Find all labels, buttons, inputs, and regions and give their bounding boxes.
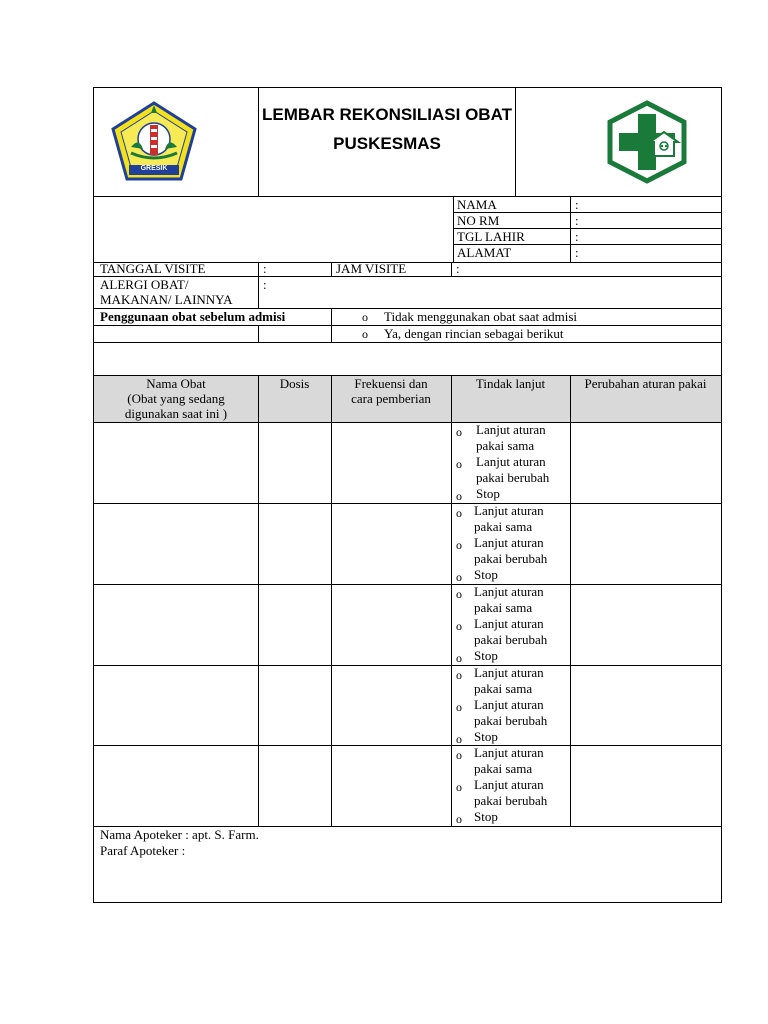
- followup-option-changed: Lanjut aturan pakai berubah: [474, 697, 548, 728]
- allergy-value: :: [263, 277, 267, 292]
- divider: [570, 375, 571, 826]
- col-header-dosage: Dosis: [279, 376, 310, 391]
- patient-dob-label: TGL LAHIR: [457, 229, 525, 244]
- patient-rm-value: :: [575, 213, 579, 228]
- form-title-line1: LEMBAR REKONSILIASI OBAT: [262, 105, 512, 124]
- followup-option-same: Lanjut aturan pakai sama: [474, 665, 544, 696]
- divider: [258, 262, 259, 276]
- divider: [94, 503, 721, 504]
- followup-option-same: Lanjut aturan pakai sama: [474, 503, 544, 534]
- divider: [515, 88, 516, 196]
- usage-option-no: Tidak menggunakan obat saat admisi: [384, 309, 578, 324]
- col-header-name-line1: Nama Obat: [146, 376, 206, 391]
- option-bullet: o: [362, 310, 368, 324]
- followup-option-changed: Lanjut aturan pakai berubah: [474, 777, 548, 808]
- emblem-label: GRESIK: [140, 165, 168, 172]
- patient-name-label: NAMA: [457, 197, 497, 212]
- divider: [258, 325, 259, 342]
- option-bullet: o: [456, 425, 462, 439]
- col-header-followup: Tindak lanjut: [475, 376, 546, 391]
- option-bullet: o: [456, 587, 462, 601]
- pharmacist-name: Nama Apoteker : apt. S. Farm.: [100, 827, 259, 842]
- followup-option-same: Lanjut aturan pakai sama: [474, 745, 544, 776]
- option-bullet: o: [456, 700, 462, 714]
- option-bullet: o: [456, 619, 462, 633]
- followup-option-changed: Lanjut aturan pakai berubah: [476, 454, 550, 485]
- divider: [451, 262, 452, 276]
- visit-date-label: TANGGAL VISITE: [100, 261, 206, 276]
- followup-option-stop: Stop: [474, 729, 498, 744]
- divider: [94, 422, 721, 423]
- divider: [453, 196, 454, 262]
- option-bullet: o: [456, 780, 462, 794]
- puskesmas-logo: [604, 100, 690, 184]
- allergy-label-line2: MAKANAN/ LAINNYA: [100, 292, 233, 307]
- allergy-label-line1: ALERGI OBAT/: [100, 277, 189, 292]
- col-header-name-line2: (Obat yang sedang: [127, 391, 225, 406]
- divider: [258, 375, 259, 826]
- followup-option-stop: Stop: [474, 567, 498, 582]
- divider: [94, 745, 721, 746]
- visit-time-label: JAM VISITE: [336, 261, 407, 276]
- divider: [94, 196, 721, 197]
- usage-label: Penggunaan obat sebelum admisi: [100, 309, 286, 324]
- option-bullet: o: [456, 457, 462, 471]
- option-bullet: o: [456, 732, 462, 746]
- option-bullet: o: [456, 538, 462, 552]
- col-header-rule-change: Perubahan aturan pakai: [584, 376, 707, 391]
- patient-address-label: ALAMAT: [457, 245, 512, 260]
- patient-name-value: :: [575, 197, 579, 212]
- option-bullet: o: [456, 489, 462, 503]
- form-title-line2: PUSKESMAS: [333, 134, 441, 153]
- followup-option-stop: Stop: [474, 809, 498, 824]
- divider: [331, 262, 332, 276]
- divider: [451, 375, 452, 826]
- visit-time-value: :: [456, 261, 460, 276]
- option-bullet: o: [456, 668, 462, 682]
- col-header-frequency-line2: cara pemberian: [351, 391, 431, 406]
- followup-option-same: Lanjut aturan pakai sama: [474, 584, 544, 615]
- divider: [331, 375, 332, 826]
- followup-option-changed: Lanjut aturan pakai berubah: [474, 616, 548, 647]
- option-bullet: o: [456, 506, 462, 520]
- option-bullet: o: [456, 570, 462, 584]
- followup-option-changed: Lanjut aturan pakai berubah: [474, 535, 548, 566]
- option-bullet: o: [456, 748, 462, 762]
- divider: [570, 196, 571, 262]
- usage-option-yes: Ya, dengan rincian sebagai berikut: [384, 326, 564, 341]
- divider: [94, 342, 721, 343]
- followup-option-stop: Stop: [474, 648, 498, 663]
- patient-dob-value: :: [575, 229, 579, 244]
- visit-date-value: :: [263, 261, 267, 276]
- followup-option-same: Lanjut aturan pakai sama: [476, 422, 546, 453]
- patient-rm-label: NO RM: [457, 213, 500, 228]
- patient-address-value: :: [575, 245, 579, 260]
- option-bullet: o: [456, 812, 462, 826]
- reconciliation-form: [93, 87, 722, 903]
- col-header-name-line3: digunakan saat ini ): [124, 406, 228, 421]
- col-header-frequency-line1: Frekuensi dan: [354, 376, 428, 391]
- divider: [94, 584, 721, 585]
- followup-option-stop: Stop: [476, 486, 500, 501]
- option-bullet: o: [362, 327, 368, 341]
- divider: [94, 665, 721, 666]
- divider: [258, 276, 259, 308]
- pharmacist-signature: Paraf Apoteker :: [100, 843, 186, 858]
- option-bullet: o: [456, 651, 462, 665]
